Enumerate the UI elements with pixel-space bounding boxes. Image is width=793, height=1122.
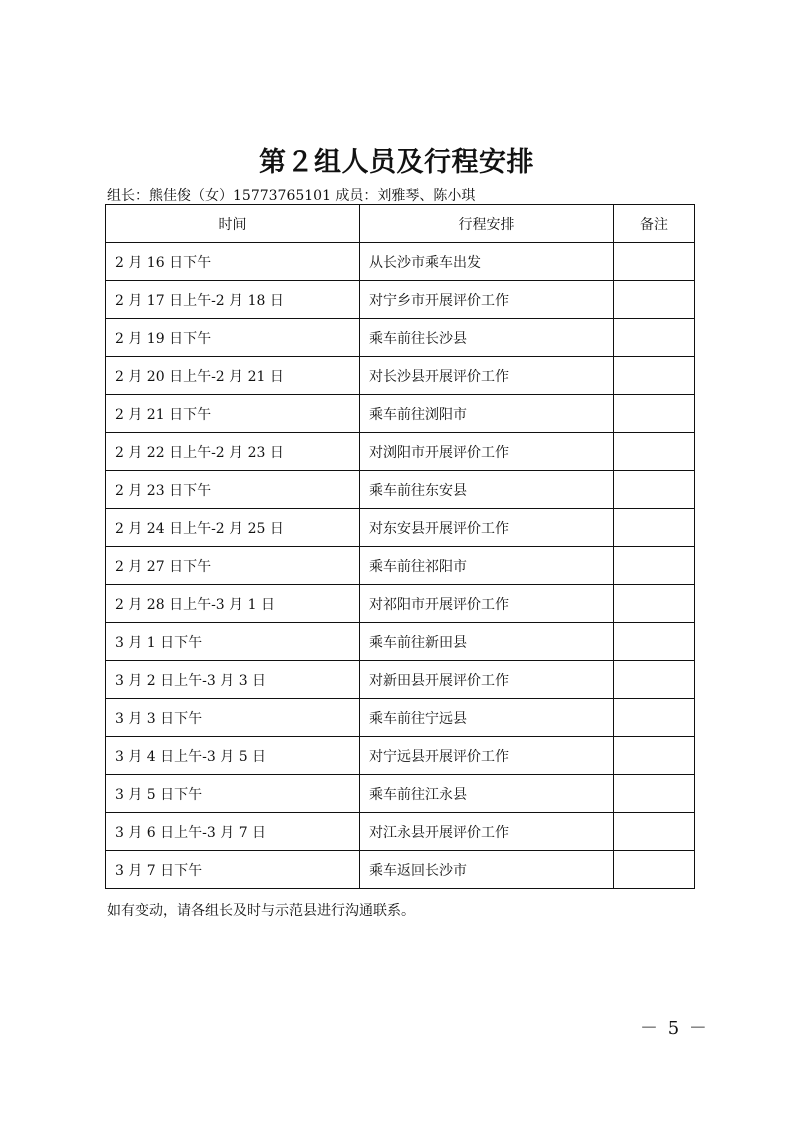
time-cell: 2 月 24 日上午-2 月 25 日 — [106, 509, 360, 547]
header-time: 时间 — [106, 205, 360, 243]
plan-cell: 对长沙县开展评价工作 — [360, 357, 614, 395]
time-cell: 3 月 4 日上午-3 月 5 日 — [106, 737, 360, 775]
note-cell — [614, 433, 695, 471]
time-cell: 3 月 2 日上午-3 月 3 日 — [106, 661, 360, 699]
time-cell: 2 月 19 日下午 — [106, 319, 360, 357]
note-cell — [614, 281, 695, 319]
header-plan: 行程安排 — [360, 205, 614, 243]
table-row — [106, 395, 695, 433]
note-cell — [614, 661, 695, 699]
plan-cell: 乘车前往东安县 — [360, 471, 614, 509]
note-cell — [614, 547, 695, 585]
note-cell — [614, 851, 695, 889]
header-note: 备注 — [614, 205, 695, 243]
table-row — [106, 509, 695, 547]
note-cell — [614, 357, 695, 395]
table-row — [106, 737, 695, 775]
table-row — [106, 471, 695, 509]
time-cell: 3 月 7 日下午 — [106, 851, 360, 889]
table-row — [106, 775, 695, 813]
table-row — [106, 281, 695, 319]
time-cell: 3 月 1 日下午 — [106, 623, 360, 661]
time-cell: 2 月 20 日上午-2 月 21 日 — [106, 357, 360, 395]
note-cell — [614, 699, 695, 737]
note-cell — [614, 813, 695, 851]
note-cell — [614, 623, 695, 661]
plan-cell: 乘车前往长沙县 — [360, 319, 614, 357]
time-cell: 3 月 5 日下午 — [106, 775, 360, 813]
note-cell — [614, 585, 695, 623]
plan-cell: 乘车前往新田县 — [360, 623, 614, 661]
plan-cell: 对东安县开展评价工作 — [360, 509, 614, 547]
plan-cell: 从长沙市乘车出发 — [360, 243, 614, 281]
time-cell: 2 月 27 日下午 — [106, 547, 360, 585]
plan-cell: 乘车前往祁阳市 — [360, 547, 614, 585]
plan-cell: 对江永县开展评价工作 — [360, 813, 614, 851]
footnote: 如有变动，请各组长及时与示范县进行沟通联系。 — [107, 903, 415, 919]
table-row — [106, 585, 695, 623]
table-row — [106, 243, 695, 281]
table-row — [106, 547, 695, 585]
note-cell — [614, 509, 695, 547]
table-row — [106, 623, 695, 661]
plan-cell: 对祁阳市开展评价工作 — [360, 585, 614, 623]
table-row — [106, 813, 695, 851]
page-number: － 5 － — [640, 1018, 709, 1039]
table-header-row — [106, 205, 695, 243]
plan-cell: 乘车前往宁远县 — [360, 699, 614, 737]
plan-cell: 乘车前往江永县 — [360, 775, 614, 813]
time-cell: 2 月 21 日下午 — [106, 395, 360, 433]
time-cell: 2 月 17 日上午-2 月 18 日 — [106, 281, 360, 319]
time-cell: 2 月 28 日上午-3 月 1 日 — [106, 585, 360, 623]
time-cell: 3 月 3 日下午 — [106, 699, 360, 737]
note-cell — [614, 243, 695, 281]
table-row — [106, 319, 695, 357]
table-row — [106, 433, 695, 471]
note-cell — [614, 775, 695, 813]
note-cell — [614, 471, 695, 509]
note-cell — [614, 319, 695, 357]
table-row — [106, 851, 695, 889]
plan-cell: 乘车前往浏阳市 — [360, 395, 614, 433]
plan-cell: 对宁远县开展评价工作 — [360, 737, 614, 775]
time-cell: 2 月 23 日下午 — [106, 471, 360, 509]
table-row — [106, 661, 695, 699]
table-row — [106, 357, 695, 395]
schedule-table — [105, 204, 695, 889]
time-cell: 2 月 16 日下午 — [106, 243, 360, 281]
time-cell: 3 月 6 日上午-3 月 7 日 — [106, 813, 360, 851]
plan-cell: 对宁乡市开展评价工作 — [360, 281, 614, 319]
time-cell: 2 月 22 日上午-2 月 23 日 — [106, 433, 360, 471]
table-row — [106, 699, 695, 737]
plan-cell: 对新田县开展评价工作 — [360, 661, 614, 699]
plan-cell: 对浏阳市开展评价工作 — [360, 433, 614, 471]
note-cell — [614, 737, 695, 775]
note-cell — [614, 395, 695, 433]
page-title: 第２组人员及行程安排 — [259, 147, 534, 178]
plan-cell: 乘车返回长沙市 — [360, 851, 614, 889]
team-info: 组长：熊佳俊（女）15773765101 成员：刘雅琴、陈小琪 — [107, 188, 476, 204]
